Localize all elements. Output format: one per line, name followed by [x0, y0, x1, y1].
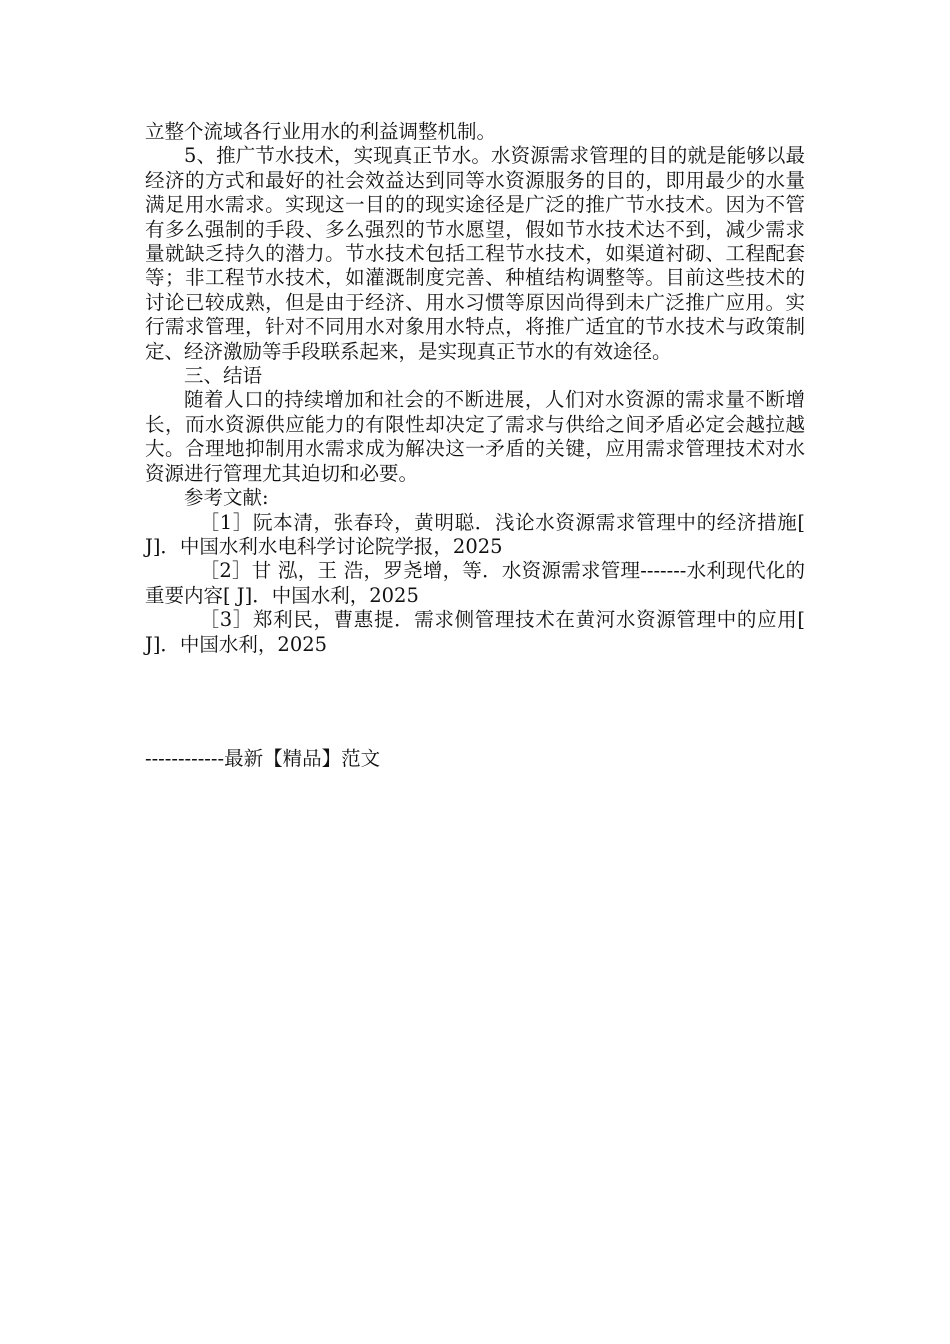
reference-item-3: ［3］郑利民，曹惠提．需求侧管理技术在黄河水资源管理中的应用[ J]．中国水利，2025 [145, 608, 805, 656]
references-heading: 参考文献: [184, 486, 269, 510]
conclusion-paragraph: 随着人口的持续增加和社会的不断进展，人们对水资源的需求量不断增长，而水资源供应能力的有限性却决定了需求与供给之间矛盾必定会越拉越大。合理地抑制用水需求成为解决这一矛盾的关键，应用需求管理技术对水资源进行管理尤其迫切和必要。 [145, 388, 805, 485]
document-body [145, 120, 805, 657]
conclusion-heading: 三、结语 [184, 364, 263, 388]
footer-text: ------------最新【精品】范文 [145, 747, 381, 770]
reference-item-2: ［2］甘 泓，王 浩，罗尧增，等．水资源需求管理-------水利现代化的重要内容[ J]．中国水利，2025 [145, 559, 805, 607]
section5-paragraph: 5、推广节水技术，实现真正节水。水资源需求管理的目的就是能够以最经济的方式和最好的社会效益达到同等水资源服务的目的，即用最少的水量满足用水需求。实现这一目的的现实途径是广泛的推广节水技术。因为不管有多么强制的手段、多么强烈的节水愿望，假如节水技术达不到，减少需求量就缺乏持久的潜力。节水技术包括工程节水技术，如渠道衬砌、工程配套等；非工程节水技术，如灌溉制度完善、种植结构调整等。目前这些技术的讨论已较成熟，但是由于经济、用水习惯等原因尚得到未广泛推广应用。实行需求管理，针对不同用水对象用水特点，将推广适宜的节水技术与政策制定、经济激励等手段联系起来，是实现真正节水的有效途径。 [145, 144, 805, 363]
opening-line: 立整个流域各行业用水的利益调整机制。 [145, 120, 497, 143]
reference-item-1: ［1］阮本清，张春玲，黄明聪．浅论水资源需求管理中的经济措施[ J]．中国水利水电科学讨论院学报，2025 [145, 510, 805, 558]
